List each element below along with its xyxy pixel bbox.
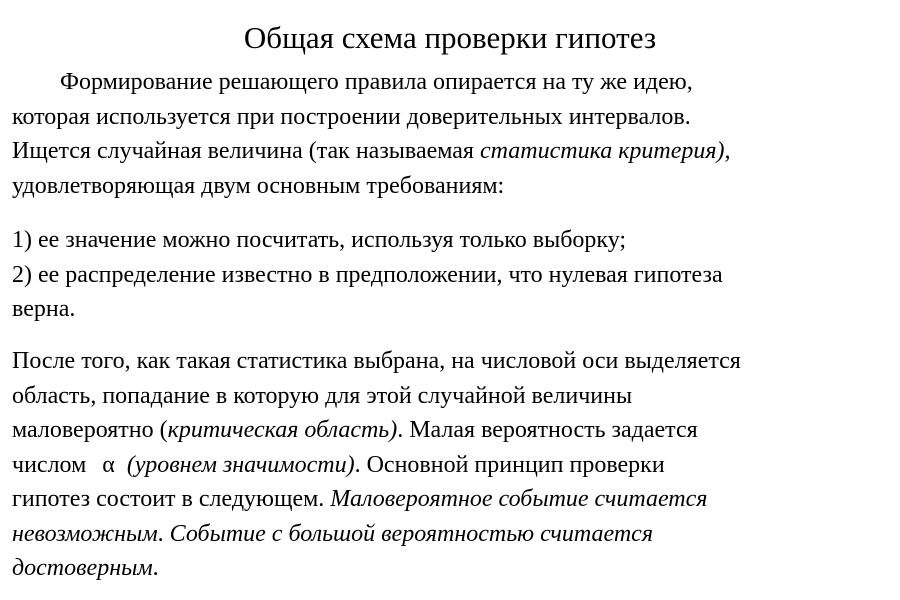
text-run: . Основной принцип проверки [354,451,665,478]
text-run: . [152,555,159,581]
slide-title: Общая схема проверки гипотез [243,20,657,55]
paragraph-line [12,448,892,483]
italic-principle: достоверным [12,555,153,581]
requirement-item: 2) ее распределение известно в предположении, что нулевая гипотеза [12,261,723,288]
text-run: гипотез состоит в следующем. [12,486,331,512]
requirements-list [12,223,892,327]
italic-principle: невозможным [12,520,158,547]
paragraph-line [12,517,892,552]
italic-term: критическая область) [167,417,398,443]
paragraph-line: Формирование решающего правила опирается на ту же идею, [60,69,693,95]
paragraph-line: После того, как такая статистика выбрана, на числовой оси выделяется [12,348,741,374]
text-run: числом [12,451,87,478]
critical-region-paragraph [12,344,892,586]
paragraph-line [12,551,892,586]
italic-term: статистика критерия), [479,138,731,164]
text-run: маловероятно ( [12,417,168,443]
paragraph-line: область, попадание в которую для этой случайной величины [12,382,633,409]
intro-paragraph [12,65,892,203]
paragraph-line [12,134,892,169]
italic-principle: Маловероятное событие считается [330,486,708,512]
italic-principle: Событие с большой вероятностью считается [169,520,653,547]
paragraph-line: удовлетворяющая двум основным требованиям: [12,172,505,199]
alpha-symbol: α [102,451,115,478]
requirement-item: 1) ее значение можно посчитать, используя только выборку; [12,227,627,253]
italic-term: (уровнем значимости) [126,451,355,478]
text-run: . [157,520,170,547]
paragraph-line [12,482,892,517]
paragraph-line [12,413,892,448]
text-run: Ищется случайная величина (так называемая [12,138,480,164]
text-run: . Малая вероятность задается [397,417,698,443]
requirement-item-continuation: верна. [12,296,76,322]
paragraph-line: которая используется при построении доверительных интервалов. [12,103,691,130]
